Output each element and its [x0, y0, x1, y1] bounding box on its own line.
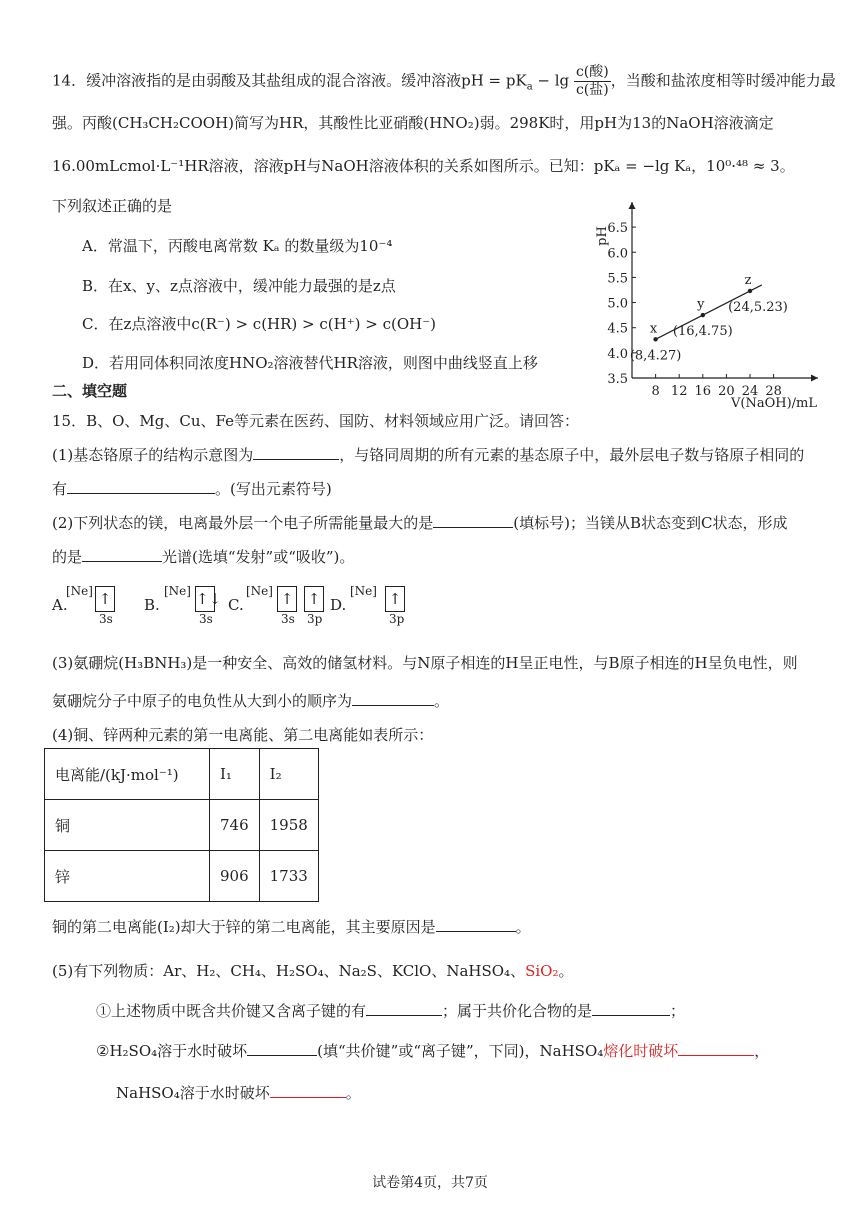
table-header: 电离能/(kJ·mol⁻¹) — [45, 749, 210, 800]
orbital-box: ↑ — [304, 586, 324, 612]
table-row — [45, 800, 319, 851]
q14-option-a: A．常温下，丙酸电离常数 Kₐ 的数量级为10⁻⁴ — [82, 237, 393, 255]
answer-blank[interactable] — [436, 917, 516, 932]
page-footer: 试卷第4页，共7页 — [372, 1175, 488, 1191]
q15-part4-line2: 铜的第二电离能(I₂)却大于锌的第二电离能，其主要原因是 。 — [52, 918, 531, 936]
answer-blank[interactable] — [352, 691, 434, 706]
x-axis-arrow — [811, 375, 818, 382]
point-label-x: x — [649, 321, 658, 337]
answer-blank[interactable] — [678, 1041, 754, 1056]
y-axis-label: pH — [595, 226, 610, 246]
q15-part1-line2: 有 。(写出元素符号) — [52, 480, 332, 498]
answer-blank[interactable] — [247, 1041, 317, 1056]
x-tick-label: 8 — [651, 384, 660, 399]
data-point-x — [653, 337, 657, 341]
x-tick-label: 12 — [670, 384, 688, 399]
q14-option-b: B．在x、y、z点溶液中，缓冲能力最强的是z点 — [82, 277, 396, 295]
orbital-box: ↑ — [385, 586, 405, 612]
table-cell: 铜 — [45, 800, 210, 851]
point-coord-x: (8,4.27) — [629, 348, 682, 364]
x-tick-label: 16 — [694, 384, 712, 399]
table-cell: 746 — [210, 800, 260, 851]
table-header-row — [45, 749, 319, 800]
table-row — [45, 851, 319, 902]
q14-line1: 14．缓冲溶液指的是由弱酸及其盐组成的混合溶液。缓冲溶液pH = $pK_a - \lg$ $\frac{\text{c(酸)}}{\text{c(盐)}}$ ，当酸和盐浓度相等时缓冲能力最 — [52, 64, 836, 98]
q14-option-c: C．在z点溶液中c(R⁻) > c(HR) > c(H⁺) > c(OH⁻) — [82, 315, 436, 333]
table-header: I₂ — [259, 749, 318, 800]
section-title: 二、填空题 — [52, 382, 128, 400]
ionization-energy-table — [44, 748, 319, 902]
answer-blank[interactable] — [270, 1083, 346, 1098]
q15-part3-line2: 氨硼烷分子中原子的电负性从大到小的顺序为 。 — [52, 692, 450, 710]
point-label-y: y — [697, 297, 705, 313]
point-label-z: z — [744, 272, 752, 288]
q14-option-d: D．若用同体积同浓度HNO₂溶液替代HR溶液，则图中曲线竖直上移 — [82, 354, 538, 372]
q15-intro: 15．B、O、Mg、Cu、Fe等元素在医药、国防、材料领域应用广泛。请回答： — [52, 412, 579, 430]
table-cell: 锌 — [45, 851, 210, 902]
q15-part2-line2: 的是 光谱(选填“发射”或“吸收”)。 — [52, 548, 355, 566]
y-axis-arrow — [629, 202, 636, 209]
y-tick-label: 6.0 — [607, 246, 628, 262]
orbital-box: ↑ — [95, 586, 115, 612]
ratio-fraction: $\frac{\text{c(酸)}}{\text{c(盐)}}$ — [575, 64, 609, 98]
q15-part1-line1: (1)基态铬原子的结构示意图为 ，与铬同周期的所有元素的基态原子中，最外层电子数与铬原子相同的 — [52, 446, 805, 464]
table-cell: 1958 — [259, 800, 318, 851]
data-point-z — [748, 289, 752, 293]
answer-blank[interactable] — [433, 513, 513, 528]
table-cell: 1733 — [259, 851, 318, 902]
orbital-box: ↑ — [277, 586, 297, 612]
q15-part2-line1: (2)下列状态的镁，电离最外层一个电子所需能量最大的是 (填标号)；当镁从B状态变到C状态，形成 — [52, 514, 788, 532]
answer-blank[interactable] — [366, 1001, 442, 1016]
y-tick-label: 6.5 — [607, 221, 628, 237]
q15-part5-line2: ①上述物质中既含共价键又含离子键的有 ；属于共价化合物的是 ； — [96, 1002, 686, 1020]
q15-part3-line1: (3)氨硼烷(H₃BNH₃)是一种安全、高效的储氢材料。与N原子相连的H呈正电性，与B原子相连的H呈负电性，则 — [52, 654, 798, 672]
point-coord-z: (24,5.23) — [728, 299, 788, 315]
q14-line2: 强。丙酸(CH₃CH₂COOH)简写为HR，其酸性比亚硝酸(HNO₂)弱。298K时，用pH为13的NaOH溶液滴定 — [52, 114, 774, 132]
q14-line3: 16.00mLcmol·L⁻¹HR溶液，溶液pH与NaOH溶液体积的关系如图所示。已知：pKₐ = −lg Kₐ，10⁰·⁴⁸ ≈ 3。 — [52, 157, 795, 175]
q15-part5-line4: NaHSO₄溶于水时破坏 。 — [116, 1084, 361, 1102]
x-axis-label: V(NaOH)/mL — [731, 396, 817, 411]
answer-blank[interactable] — [592, 1001, 670, 1016]
y-tick-label: 4.0 — [607, 346, 628, 362]
table-cell: 906 — [210, 851, 260, 902]
y-tick-label: 4.5 — [607, 321, 628, 337]
answer-blank[interactable] — [253, 445, 339, 460]
x-tick-label: 28 — [765, 384, 782, 399]
answer-blank[interactable] — [67, 479, 215, 494]
q15-part5-line3: ②H₂SO₄溶于水时破坏 (填“共价键”或“离子键”，下同)，NaHSO₄熔化时破坏 ， — [96, 1042, 770, 1060]
x-tick-label: 20 — [718, 384, 735, 399]
y-tick-label: 5.0 — [607, 296, 628, 312]
ph-titration-chart — [588, 192, 828, 414]
table-header: I₁ — [210, 749, 260, 800]
q15-part5-line1: (5)有下列物质：Ar、H₂、CH₄、H₂SO₄、Na₂S、KClO、NaHSO₄、SiO₂。 — [52, 962, 574, 980]
answer-blank[interactable] — [82, 547, 162, 562]
point-coord-y: (16,4.75) — [672, 324, 733, 340]
q14-stem: 下列叙述正确的是 — [52, 197, 173, 215]
data-point-y — [701, 313, 705, 317]
x-tick-label: 24 — [741, 384, 759, 399]
y-tick-label: 3.5 — [607, 372, 628, 387]
orbital-box: ↑↓ — [195, 586, 215, 612]
y-tick-label: 5.5 — [607, 271, 628, 287]
q15-part4-line1: (4)铜、锌两种元素的第一电离能、第二电离能如表所示： — [52, 726, 434, 744]
